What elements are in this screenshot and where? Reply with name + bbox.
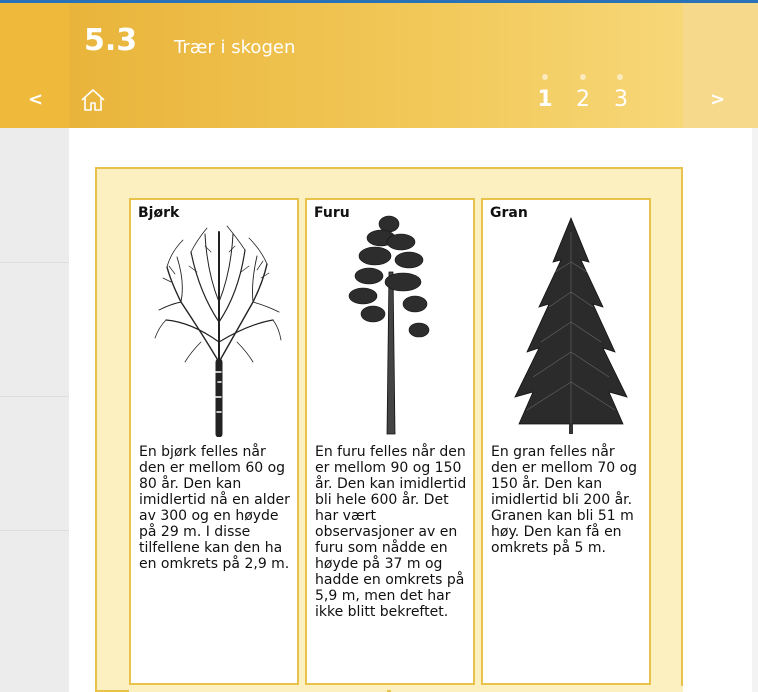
- tree-card-furu: [305, 198, 475, 685]
- home-icon[interactable]: [80, 88, 106, 112]
- tree-card-title: Bjørk: [138, 205, 180, 221]
- section-number: 5.3: [84, 23, 138, 58]
- page-2-button[interactable]: 2: [576, 87, 590, 112]
- scrollbar-track[interactable]: [752, 128, 758, 692]
- page-dot-2: [580, 74, 586, 80]
- tree-card-text: En furu felles når den er mellom 90 og 150 år. Den kan imidlertid bli hele 600 år. Det har vært observasjoner av en furu som nådde en høyde på 37 m og hadde en omkrets på 5,9 m, men det har ikke blitt bekreftet.: [315, 444, 467, 620]
- next-row-strip: [129, 686, 387, 692]
- section-title: Trær i skogen: [174, 37, 296, 58]
- page-dot-1: [542, 74, 548, 80]
- left-rail: [0, 128, 69, 692]
- tree-card-bjork: [129, 198, 299, 685]
- previous-button[interactable]: <: [28, 89, 44, 110]
- spruce-tree-illustration: [493, 212, 641, 437]
- lesson-header: [0, 3, 758, 128]
- tree-card-gran: [481, 198, 651, 685]
- tree-card-text: En gran felles når den er mellom 70 og 150 år. Den kan imidlertid bli 200 år. Granen kan bli 51 m høy. Den kan få en omkrets på 5 m.: [491, 444, 638, 556]
- pine-tree-illustration: [317, 212, 465, 437]
- birch-tree-illustration: [141, 212, 289, 437]
- tree-card-title: Furu: [314, 205, 350, 221]
- tree-card-text: En bjørk felles når den er mellom 60 og 80 år. Den kan imidlertid nå en alder av 300 og en høyde på 29 m. I disse tilfellene kan den ha en omkrets på 2,9 m.: [139, 444, 290, 572]
- page-1-button[interactable]: 1: [537, 87, 553, 112]
- next-button[interactable]: >: [710, 89, 726, 110]
- next-row-strip: [391, 686, 683, 692]
- rail-divider: [0, 262, 69, 263]
- rail-divider: [0, 530, 69, 531]
- page-dot-3: [617, 74, 623, 80]
- tree-card-title: Gran: [490, 205, 528, 221]
- page-3-button[interactable]: 3: [614, 87, 628, 112]
- rail-divider: [0, 396, 69, 397]
